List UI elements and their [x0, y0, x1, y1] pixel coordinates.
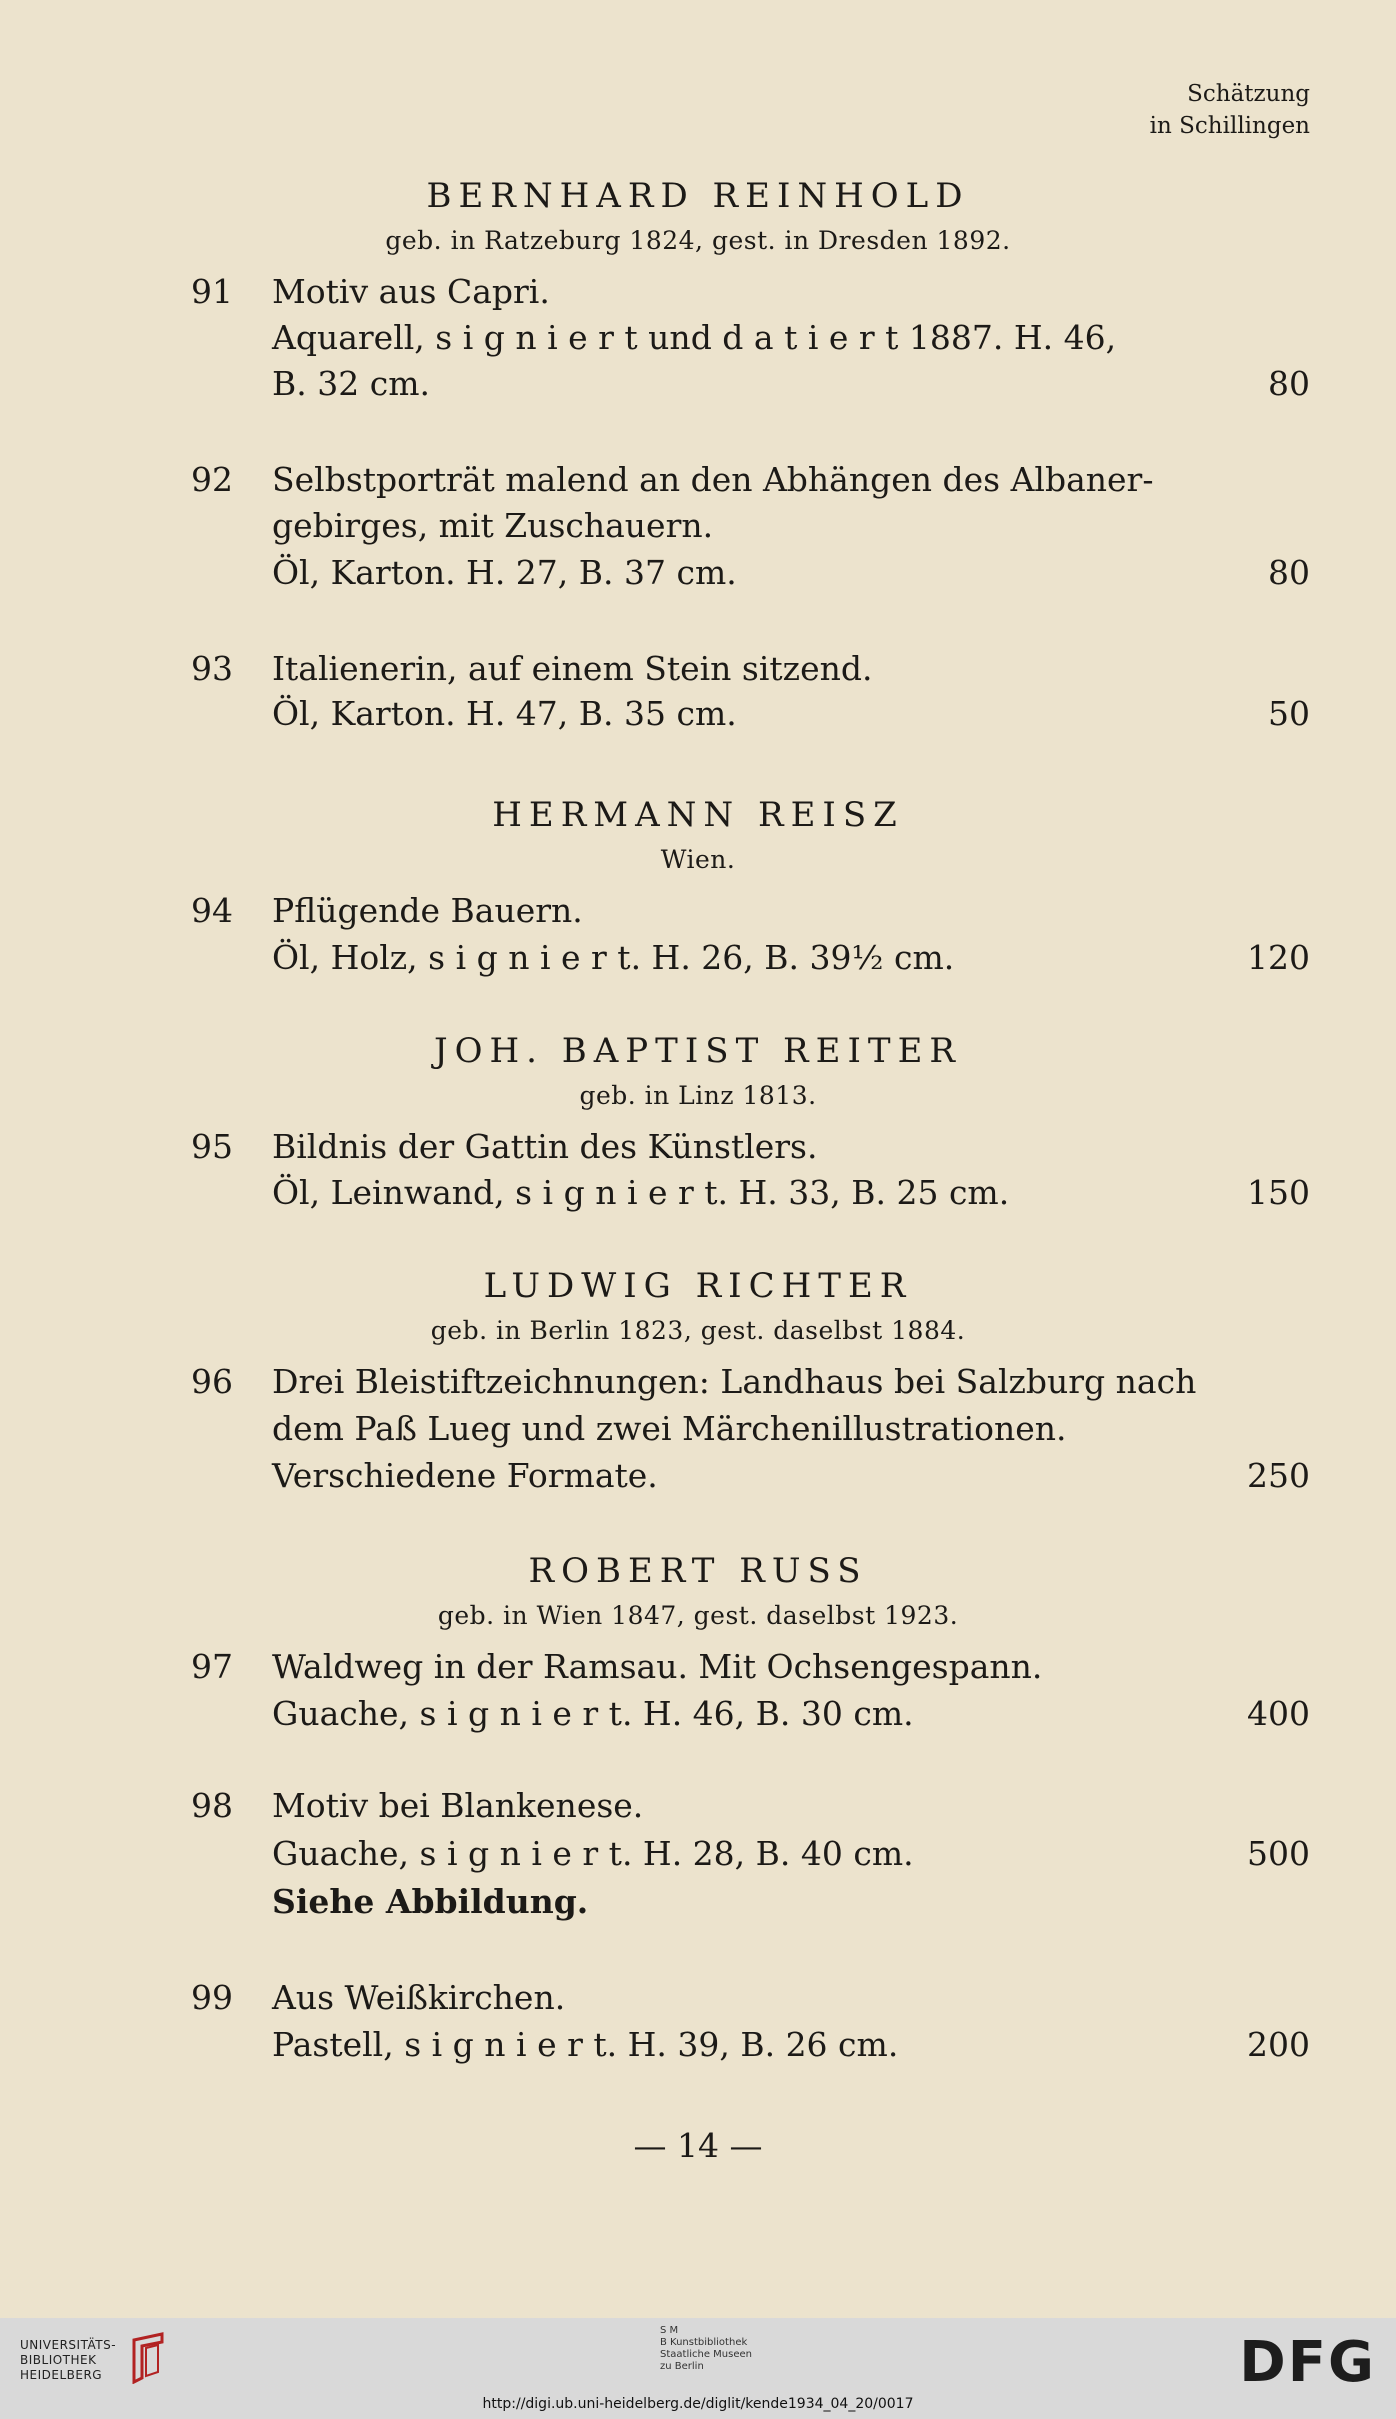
lot-number: 98: [191, 1786, 233, 1825]
artist-name: HERMANN REISZ: [492, 795, 904, 835]
lot-number: 99: [191, 1978, 233, 2017]
lot-description: Öl, Karton. H. 47, B. 35 cm.: [272, 694, 737, 733]
lot-number: 92: [191, 460, 233, 499]
smb-kunstbibliothek-logo: [660, 2325, 752, 2373]
lot-price: 80: [1268, 553, 1310, 592]
uni-logo-line: BIBLIOTHEK: [20, 2353, 97, 2367]
lot-title: Aus Weißkirchen.: [272, 1978, 566, 2017]
lot-title: Pflügende Bauern.: [272, 891, 583, 930]
artist-bio: geb. in Wien 1847, gest. daselbst 1923.: [437, 1601, 959, 1630]
lot-price: 80: [1268, 364, 1310, 403]
lot-description: Pastell, s i g n i e r t. H. 39, B. 26 cm.: [272, 2025, 899, 2064]
lot-description: Aquarell, s i g n i e r t und d a t i e r t 1887. H. 46,: [272, 318, 1117, 357]
lot-price: 400: [1247, 1694, 1310, 1733]
lot-title: Italienerin, auf einem Stein sitzend.: [272, 649, 873, 688]
uni-logo-line: UNIVERSITÄTS-: [20, 2338, 117, 2352]
lot-title: Selbstporträt malend an den Abhängen des Albaner-: [272, 460, 1154, 499]
lot-price: 500: [1247, 1834, 1310, 1873]
page-number: — 14 —: [633, 2126, 763, 2165]
lot-title: Bildnis der Gattin des Künstlers.: [272, 1127, 818, 1166]
lot-title: Motiv bei Blankenese.: [272, 1786, 644, 1825]
lot-title: Drei Bleistiftzeichnungen: Landhaus bei Salzburg nach: [272, 1362, 1197, 1401]
lot-price: 250: [1247, 1456, 1310, 1495]
lot-price: 150: [1247, 1173, 1310, 1212]
lot-description: Verschiedene Formate.: [272, 1456, 658, 1495]
lot-number: 91: [191, 272, 233, 311]
lot-number: 95: [191, 1127, 233, 1166]
lot-number: 96: [191, 1362, 233, 1401]
dfg-logo[interactable]: DFG: [1239, 2330, 1376, 2395]
artist-name: BERNHARD REINHOLD: [426, 176, 970, 216]
lot-note: Siehe Abbildung.: [272, 1882, 589, 1921]
lot-price: 200: [1247, 2025, 1310, 2064]
artist-bio: geb. in Linz 1813.: [579, 1081, 817, 1110]
university-emblem-icon: [128, 2332, 168, 2384]
sm-logo-line: Staatliche Museen: [660, 2349, 752, 2360]
lot-price: 120: [1247, 938, 1310, 977]
lot-description: B. 32 cm.: [272, 364, 430, 403]
lot-description: Öl, Leinwand, s i g n i e r t. H. 33, B. 25 cm.: [272, 1173, 1010, 1212]
estimate-header-line2: in Schillingen: [1149, 113, 1310, 139]
lot-number: 97: [191, 1647, 233, 1686]
sm-logo-line: S M: [660, 2325, 679, 2336]
lot-title: dem Paß Lueg und zwei Märchenillustrationen.: [272, 1409, 1067, 1448]
sm-logo-line: zu Berlin: [660, 2361, 704, 2372]
lot-description: Guache, s i g n i e r t. H. 28, B. 40 cm.: [272, 1834, 914, 1873]
lot-number: 93: [191, 649, 233, 688]
lot-title: gebirges, mit Zuschauern.: [272, 506, 714, 545]
artist-name: JOH. BAPTIST REITER: [433, 1031, 963, 1071]
artist-bio: Wien.: [660, 845, 736, 874]
lot-price: 50: [1268, 694, 1310, 733]
lot-description: Öl, Karton. H. 27, B. 37 cm.: [272, 553, 737, 592]
lot-number: 94: [191, 891, 233, 930]
sm-logo-line: B Kunstbibliothek: [660, 2337, 748, 2348]
artist-name: ROBERT RUSS: [528, 1551, 868, 1591]
estimate-header-line1: Schätzung: [1187, 81, 1310, 107]
lot-description: Guache, s i g n i e r t. H. 46, B. 30 cm.: [272, 1694, 914, 1733]
artist-bio: geb. in Berlin 1823, gest. daselbst 1884.: [430, 1316, 966, 1345]
university-library-logo[interactable]: [20, 2338, 116, 2383]
lot-description: Öl, Holz, s i g n i e r t. H. 26, B. 39½ cm.: [272, 938, 955, 977]
artist-bio: geb. in Ratzeburg 1824, gest. in Dresden 1892.: [385, 226, 1011, 255]
estimate-header: [1150, 78, 1310, 142]
lot-title: Waldweg in der Ramsau. Mit Ochsengespann.: [272, 1647, 1043, 1686]
lot-title: Motiv aus Capri.: [272, 272, 550, 311]
source-url-link[interactable]: http://digi.ub.uni-heidelberg.de/diglit/kende1934_04_20/0017: [482, 2396, 914, 2412]
uni-logo-line: HEIDELBERG: [20, 2368, 103, 2382]
artist-name: LUDWIG RICHTER: [483, 1266, 913, 1306]
